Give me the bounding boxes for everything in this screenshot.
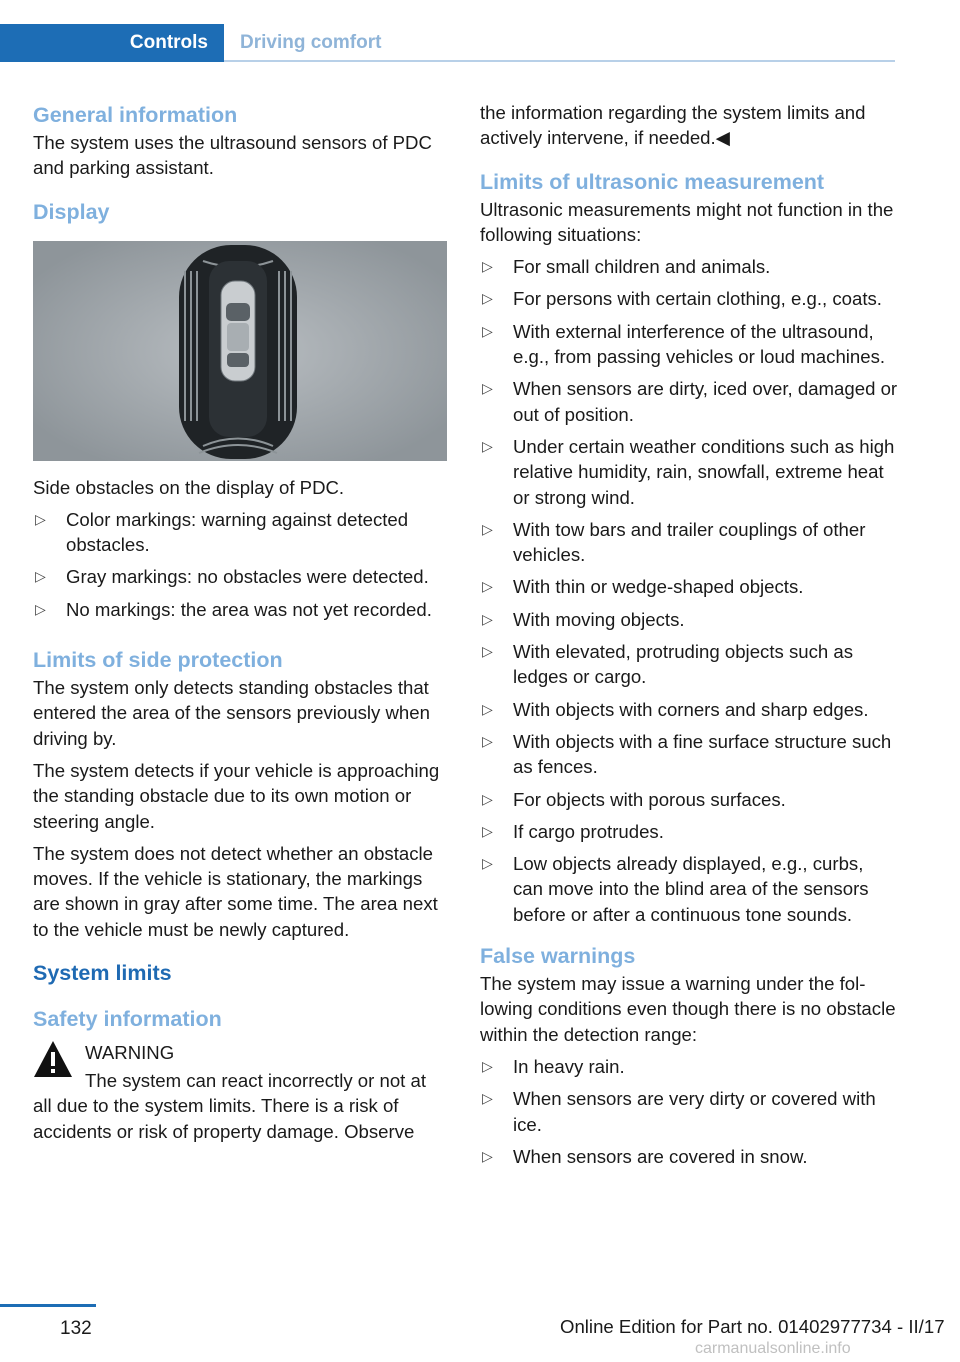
right-column	[480, 100, 898, 1176]
triangle-bullet-icon: ▷	[482, 380, 493, 397]
limits-side-paragraph-1: The system only detects standing obstacles that entered the area of the sensors previously when driving by.	[33, 677, 430, 749]
display-bullet-list	[33, 507, 449, 622]
general-information-text: The system uses the ultrasound sensors of PDC and parking assistant.	[33, 132, 432, 179]
triangle-bullet-icon: ▷	[482, 732, 493, 749]
edition-note: Online Edition for Part no. 01402977734 - II/17	[560, 1316, 945, 1337]
list-item: ▷ For objects with porous surfaces.	[480, 787, 898, 812]
left-column	[33, 100, 449, 1144]
continued-warning-text: the information regarding the system limits and actively intervene, if needed.◀	[480, 102, 866, 149]
list-item: ▷ For persons with certain clothing, e.g., coats.	[480, 286, 898, 311]
warning-title: WARNING	[85, 1042, 175, 1064]
list-item: ▷ With tow bars and trailer couplings of other vehicles.	[482, 518, 866, 566]
triangle-bullet-icon: ▷	[482, 258, 493, 275]
triangle-bullet-icon: ▷	[35, 600, 46, 617]
list-item: ▷ When sensors are very dirty or covered with ice.	[482, 1088, 876, 1135]
list-item: ▷ With elevated, protruding objects such as ledges or cargo.	[482, 641, 854, 688]
tab-controls[interactable]: Controls	[0, 24, 224, 62]
tab-driving-comfort[interactable]: Driving comfort	[240, 32, 382, 53]
triangle-bullet-icon: ▷	[482, 790, 493, 807]
triangle-bullet-icon: ▷	[482, 437, 493, 454]
triangle-bullet-icon: ▷	[482, 855, 493, 872]
list-item: ▷ When sensors are dirty, iced over, damaged or out of position.	[482, 378, 898, 425]
display-caption: Side obstacles on the display of PDC.	[33, 476, 345, 498]
pdc-display-image	[33, 241, 447, 461]
list-item: ▷ Color markings: warning against detected obstacles.	[35, 508, 409, 556]
heading-system-limits: System limits	[33, 961, 172, 986]
list-item: ▷ No markings: the area was not yet recorded.	[33, 597, 449, 622]
pdc-display-illustration	[33, 241, 447, 461]
list-item: ▷ For small children and animals.	[480, 254, 898, 279]
triangle-bullet-icon: ▷	[482, 1090, 493, 1107]
warning-body: The system can react incorrectly or not at all due to the system limits. There is a risk of accidents or risk of property damage. Observe	[33, 1070, 427, 1142]
heading-safety-information: Safety information	[33, 1007, 222, 1032]
ultrasonic-intro: Ultrasonic measurements might not function in the following situations:	[480, 198, 894, 245]
heading-limits-ultrasonic: Limits of ultrasonic measurement	[480, 169, 825, 194]
watermark: carmanualsonline.info	[695, 1340, 851, 1357]
list-item: ▷ With external interference of the ultrasound, e.g., from passing vehicles or loud machines.	[482, 320, 886, 368]
triangle-bullet-icon: ▷	[482, 610, 493, 627]
warning-triangle-icon	[33, 1040, 73, 1078]
list-item: ▷ With objects with corners and sharp edges.	[480, 697, 898, 722]
warning-block	[33, 1038, 449, 1144]
triangle-bullet-icon: ▷	[35, 510, 46, 527]
triangle-bullet-icon: ▷	[482, 1147, 493, 1164]
triangle-bullet-icon: ▷	[482, 1057, 493, 1074]
heading-general-information: General information	[33, 103, 238, 127]
triangle-bullet-icon: ▷	[482, 643, 493, 660]
header-bar	[0, 24, 895, 62]
list-item: ▷ Under certain weather conditions such as high relative humidity, rain, snowfall, extreme heat or strong wind.	[482, 435, 895, 508]
triangle-bullet-icon: ▷	[482, 578, 493, 595]
triangle-bullet-icon: ▷	[482, 822, 493, 839]
false-warnings-bullet-list	[480, 1054, 898, 1169]
list-item: ▷ With thin or wedge-shaped objects.	[480, 574, 898, 599]
limits-side-paragraph-3: The system does not detect whether an obstacle moves. If the vehicle is stationary, the markings are shown in gray after some time. The area next to the vehicle must be newly captured.	[33, 842, 438, 940]
triangle-bullet-icon: ▷	[482, 290, 493, 307]
limits-side-paragraph-2: The system detects if your vehicle is approaching the standing obstacle due to its own motion or steering angle.	[33, 759, 440, 832]
list-item: ▷ Gray markings: no obstacles were detected.	[33, 564, 449, 589]
footer-rule	[0, 1304, 96, 1307]
triangle-bullet-icon: ▷	[482, 520, 493, 537]
heading-false-warnings: False warnings	[480, 944, 636, 969]
header-rule	[224, 60, 895, 62]
heading-display: Display	[33, 199, 110, 224]
list-item: ▷ With objects with a fine surface structure such as fences.	[482, 730, 892, 778]
heading-limits-of-side-protection: Limits of side protection	[33, 648, 283, 673]
triangle-bullet-icon: ▷	[35, 568, 46, 585]
ultrasonic-bullet-list	[480, 254, 898, 927]
list-item: ▷ When sensors are covered in snow.	[480, 1144, 898, 1169]
list-item: ▷ In heavy rain.	[480, 1054, 898, 1079]
triangle-bullet-icon: ▷	[482, 700, 493, 717]
triangle-bullet-icon: ▷	[482, 322, 493, 339]
false-warnings-intro: The system may issue a warning under the following conditions even though there is no obstacle within the detection range:	[480, 973, 896, 1045]
page-number: 132	[60, 1318, 92, 1339]
list-item: ▷ Low objects already displayed, e.g., curbs, can move into the blind area of the sensors before or after a continuous tone sounds.	[482, 853, 869, 925]
list-item: ▷ With moving objects.	[480, 607, 898, 632]
list-item: ▷ If cargo protrudes.	[480, 819, 898, 844]
